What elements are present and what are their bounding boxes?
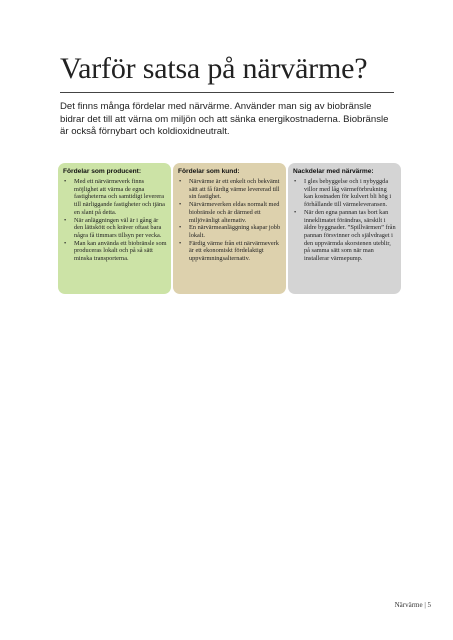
producer-advantages-box: [58, 163, 171, 294]
list-item: • När den egna pannan tas bort kan inneklimatet förändras, särskilt i äldre byggnader. ”Spillvärmen” från pannan försvinner och självdraget i den uppvärmda skorstenen uteblir, på samma sätt som när man installerar värmepump.: [293, 209, 397, 263]
list-item: • Närvärmeverken eldas normalt med biobränsle och är därmed ett miljövänligt alternativ.: [178, 201, 282, 224]
list-item: • När anläggningen väl är i gång är den lättskött och kräver oftast bara några få timmars tillsyn per vecka.: [63, 217, 167, 240]
page-title: Varför satsa på närvärme?: [60, 52, 368, 85]
box-heading: Nackdelar med närvärme:: [293, 168, 374, 175]
title-divider: [60, 92, 394, 93]
list-item: • Närvärme är ett enkelt och bekvämt sätt att få färdig värme levererad till sin fastighet.: [178, 178, 282, 201]
box-heading: Fördelar som producent:: [63, 168, 142, 175]
list-item: • En närvärmeanläggning skapar jobb lokalt.: [178, 224, 282, 239]
page-footer: Närvärme | 5: [394, 601, 431, 609]
customer-advantages-box: [173, 163, 286, 294]
bullet-list: [293, 178, 397, 263]
list-item: • I gles bebyggelse och i nybyggda villor med låg värmeförbrukning kan kostnaden för kulvert bli hög i förhållande till värmeleveransen.: [293, 178, 397, 209]
list-item: • Med ett närvärmeverk finns möjlighet att värma de egna fastigheterna och samtidigt leverera till närliggande fastigheter och tjäna en slant på detta.: [63, 178, 167, 217]
bullet-list: [178, 178, 282, 263]
intro-paragraph: Det finns många fördelar med närvärme. Använder man sig av biobränsle bidrar det till att värna om miljön och att sänka energikostnaderna. Biobränsle är också förnybart och koldioxidneutralt.: [60, 101, 389, 138]
list-item: • Man kan använda ett biobränsle som produceras lokalt och på så sätt minska transporterna.: [63, 240, 167, 263]
box-heading: Fördelar som kund:: [178, 168, 240, 175]
list-item: • Färdig värme från ett närvärmeverk är ett ekonomiskt fördelaktigt uppvärmningsalternativ.: [178, 240, 282, 263]
bullet-list: [63, 178, 167, 263]
disadvantages-box: [288, 163, 401, 294]
